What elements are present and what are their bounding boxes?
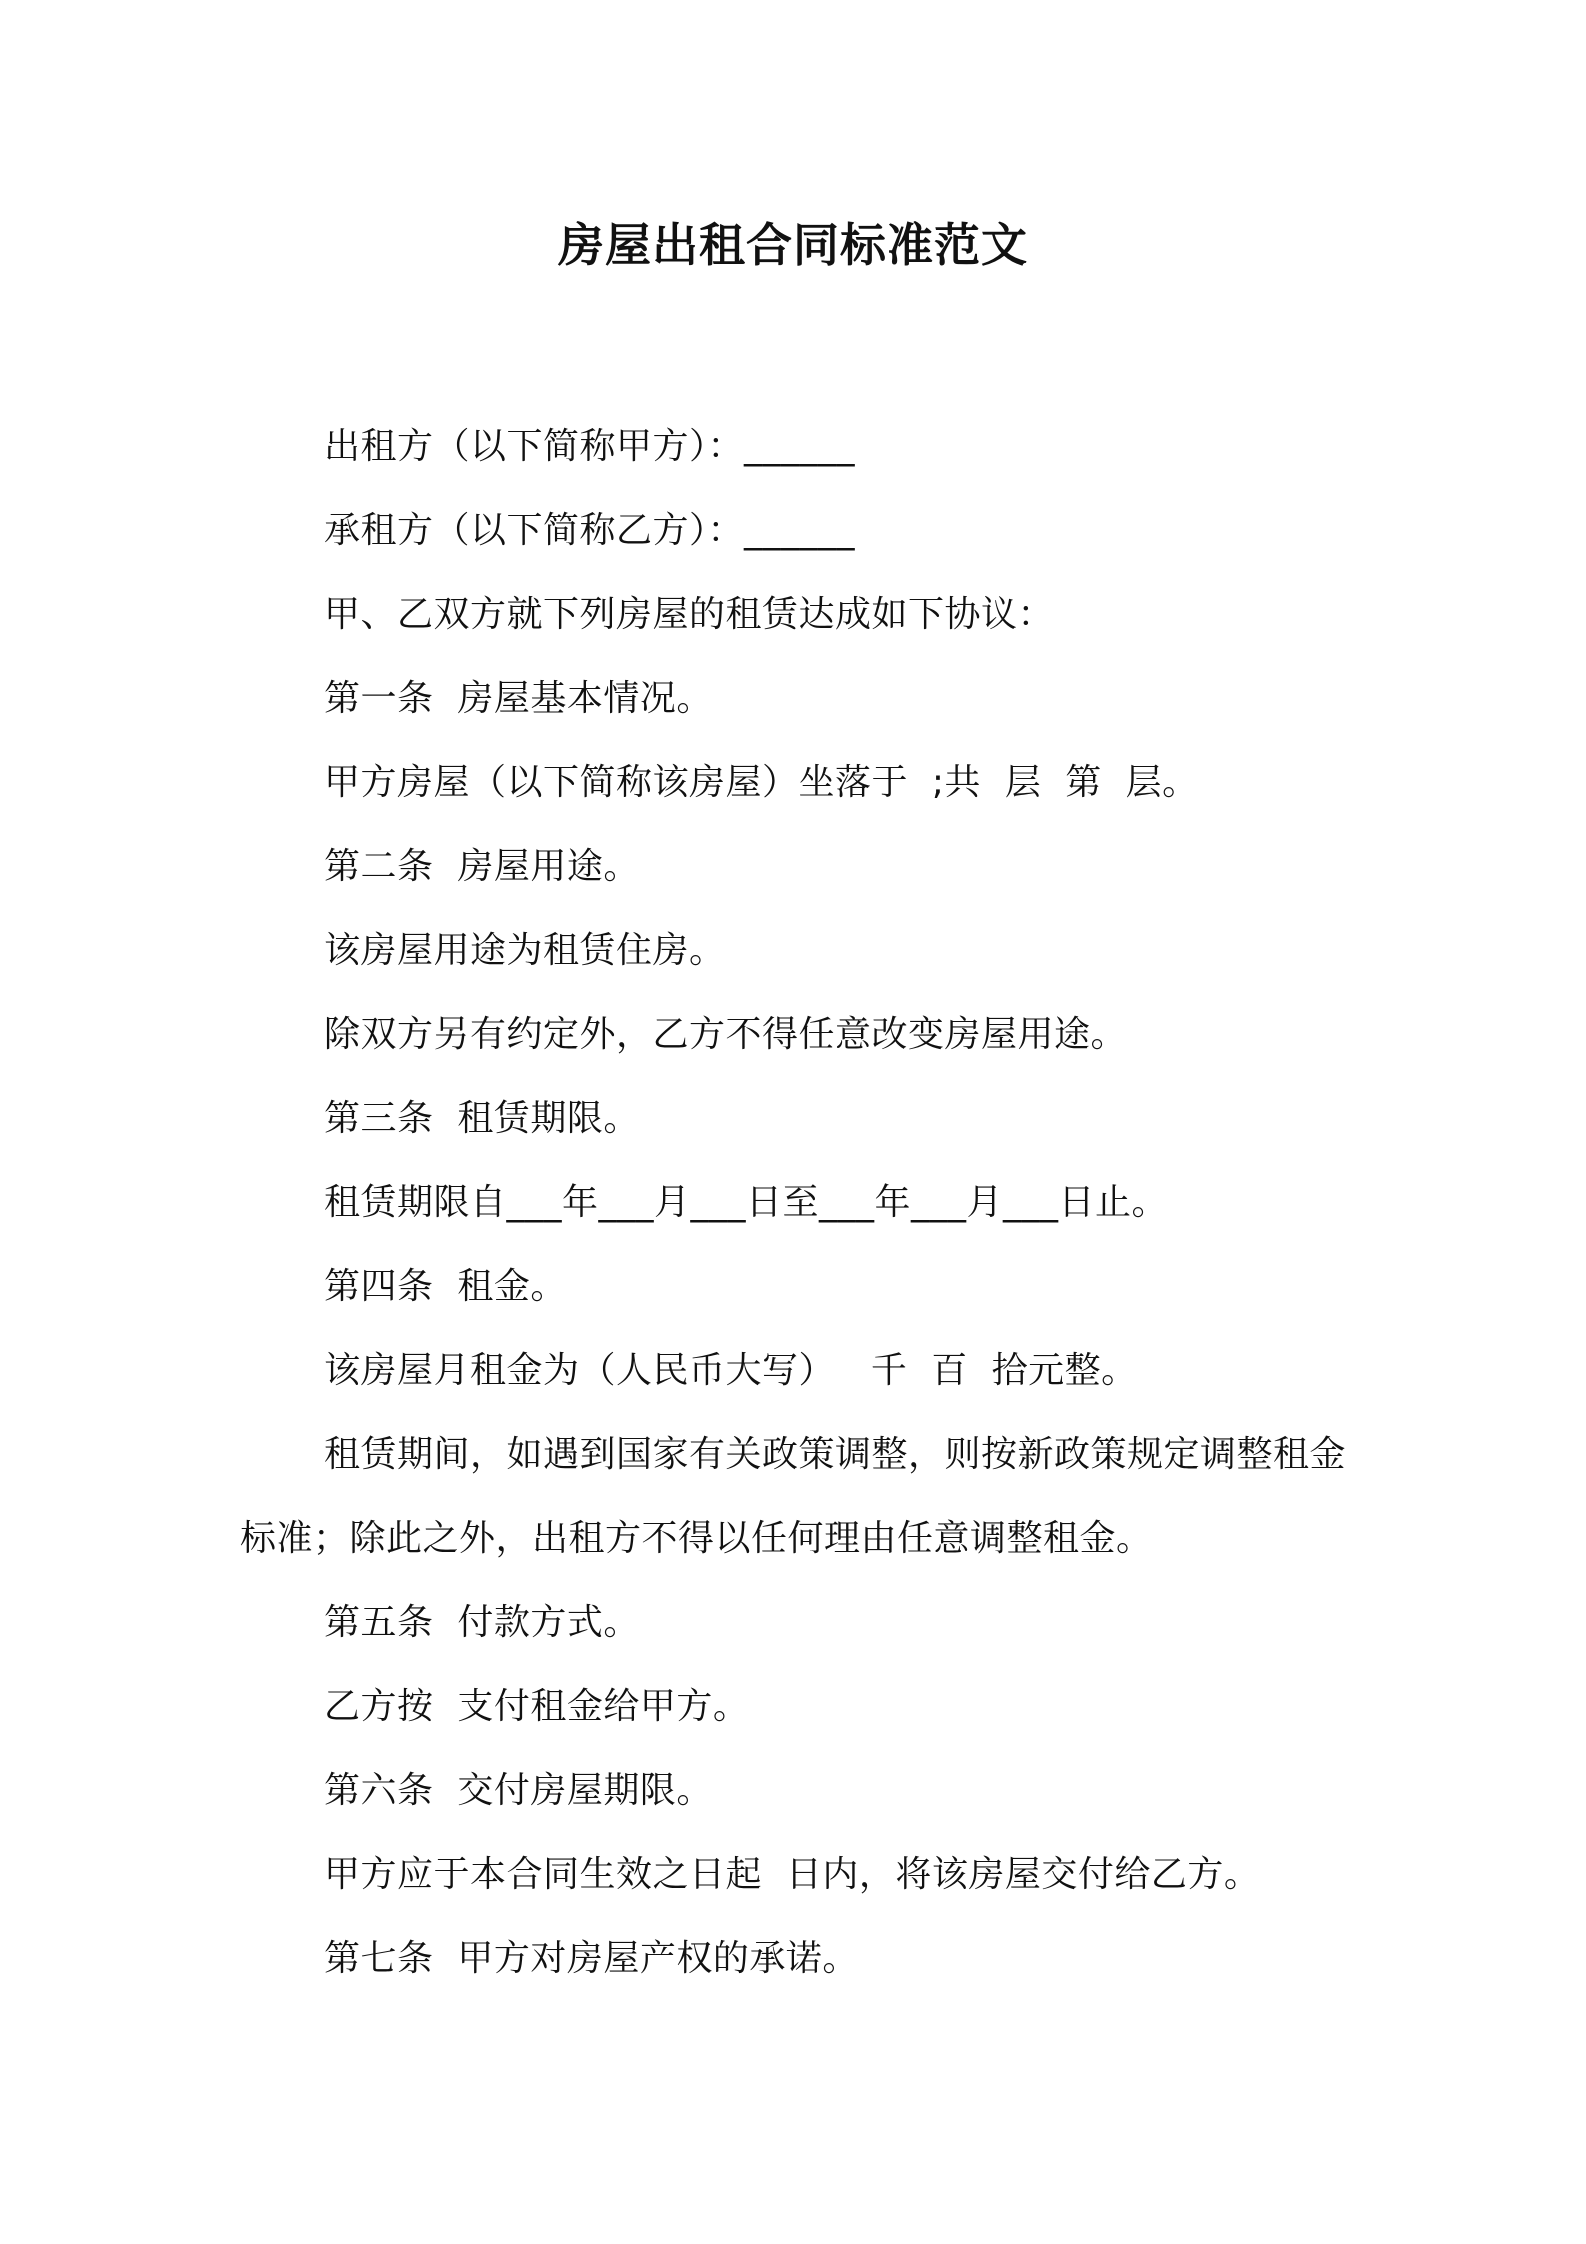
article-4-text-2: 租赁期间，如遇到国家有关政策调整，则按新政策规定调整租金标准；除此之外，出租方不得以任何理由任意调整租金。 [240,1434,1347,1559]
article-6-text: 甲方应于本合同生效之日起 日内，将该房屋交付给乙方。 [324,1854,1261,1895]
document-title: 房屋出租合同标准范文 [558,218,1028,272]
article-6-heading: 第六条 交付房屋期限。 [324,1770,713,1811]
article-4-text-1: 该房屋月租金为（人民币大写） 千 百 拾元整。 [324,1350,1138,1391]
paragraph-agreement: 甲、乙双方就下列房屋的租赁达成如下协议： [324,594,1055,635]
article-1-heading: 第一条 房屋基本情况。 [324,678,713,719]
article-7-heading: 第七条 甲方对房屋产权的承诺。 [324,1938,859,1979]
article-1-text: 甲方房屋（以下简称该房屋）坐落于 ;共 层 第 层。 [324,762,1199,803]
article-5-heading: 第五条 付款方式。 [324,1602,640,1643]
article-4-heading: 第四条 租金。 [324,1266,567,1307]
article-2-heading: 第二条 房屋用途。 [324,846,640,887]
article-2-text-2: 除双方另有约定外，乙方不得任意改变房屋用途。 [324,1014,1128,1055]
document-body [240,405,1360,2001]
article-3-text: 租赁期限自___年___月___日至___年___月___日止。 [324,1182,1169,1223]
article-2-text-1: 该房屋用途为租赁住房。 [324,930,726,971]
article-3-heading: 第三条 租赁期限。 [324,1098,640,1139]
paragraph-lessor: 出租方（以下简称甲方）：______ [324,426,856,467]
paragraph-lessee: 承租方（以下简称乙方）：______ [324,510,856,551]
article-5-text: 乙方按 支付租金给甲方。 [324,1686,750,1727]
